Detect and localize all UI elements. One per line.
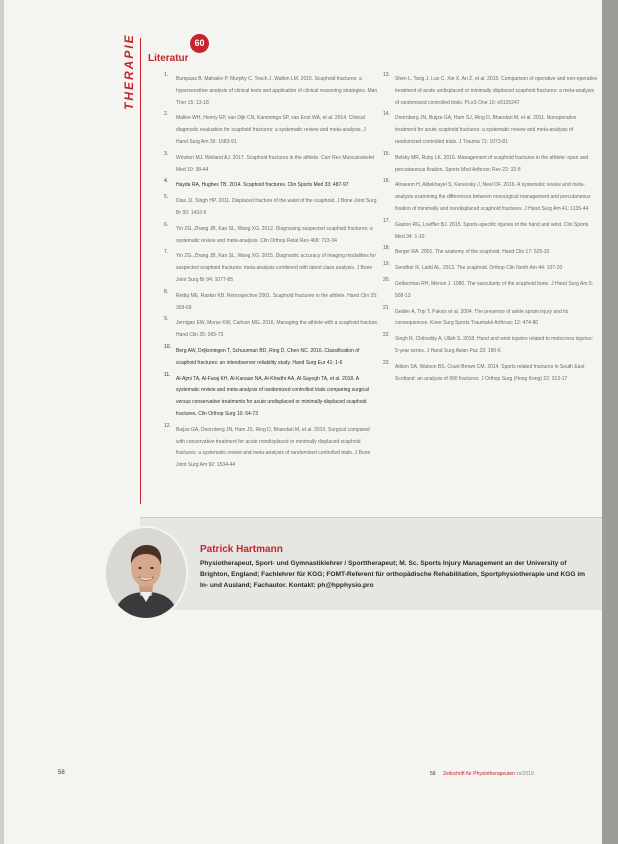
reference-number: 12. — [164, 422, 171, 429]
reference-item — [383, 305, 598, 329]
reference-number: 22. — [383, 332, 390, 339]
reference-text: Gelder A, Trip T, Pakvis et al. 2004. The presence of ankle sprain injury and its consequences. Knee Surg Sports Traumatol Arthrosc 12: 474-80 — [395, 308, 569, 327]
reference-number: 21. — [383, 304, 390, 311]
issue-label: xx/2019 — [516, 771, 534, 777]
reference-item — [164, 289, 379, 313]
reference-number: 9. — [164, 316, 169, 323]
reference-text: Al-Ajmi TA, Al-Faraj KH, Al-Kanaan NA, Al-Khadhr AA, Al-Sayegh TA, et al. 2018. A systematic review and meta-analysis of randomized controlled trials comparing surgical versus conservative treatments for acute undisplaced or minimally-displaced scaphoid fractures. Clin Orthop Surg 10: 64-73 — [176, 375, 369, 417]
reference-item — [164, 249, 379, 284]
reference-text: Doornberg JN, Buijze GA, Ham SJ, Ring D, Bhandari M, et al. 2011. Nonoperative treatment for acute scaphoid fractures: a systematic review and meta-analysis of randomized controlled trials. J Trauma 71: 1073-81 — [395, 115, 577, 145]
reference-number: 8. — [164, 288, 169, 295]
reference-number: 14. — [383, 111, 390, 118]
author-bio-text: Physiotherapeut, Sport- und Gymnastiklehrer / Sporttherapeut; M. Sc. Sports Injury Management an der University of Brighton, England; Fachlehrer für KGG; FOMT-Referent für orthopädische Rehabilitation, Sportphysiotherapie und KGG im In- und Ausland; Fachautor. — [200, 560, 586, 589]
reference-text: Berg AW, Drijkoningen T, Schuurman BD, Ring D, Chen NC. 2016. Classification of scaphoid fractures: an interobserver reliability study. Hand Surg Eur 41: 1-6 — [176, 347, 360, 366]
reference-number: 1. — [164, 72, 169, 78]
author-name: Patrick Hartmann — [200, 544, 283, 555]
reference-number: 19. — [383, 261, 390, 268]
reference-number: 11. — [164, 371, 171, 378]
contact-label: Kontakt: — [288, 582, 316, 589]
section-rule — [140, 38, 141, 504]
reference-item — [383, 218, 598, 242]
reference-item — [164, 222, 379, 246]
author-email[interactable]: ph@hpphysio.pro — [317, 582, 374, 589]
references-left-column — [164, 72, 379, 474]
reference-item — [383, 178, 598, 213]
reference-item — [164, 423, 379, 470]
reference-item — [164, 194, 379, 218]
reference-text: Yin ZG, Zhang JB, Kan SL, Wang XG. 2012. Diagnosing suspected scaphoid fractures: a systematic review and meta-analysis. Clin Orthop Relat Res 468: 723-34 — [176, 225, 373, 244]
reference-text: Hayda RA, Hughes TB. 2014. Scaphoid fractures. Clin Sports Med 33: 487-97 — [176, 182, 349, 189]
reference-item — [383, 245, 598, 257]
reference-item — [164, 316, 379, 340]
page-edge — [602, 0, 618, 844]
reference-item — [383, 332, 598, 356]
reference-number: 13. — [383, 72, 390, 78]
reference-item — [383, 360, 598, 384]
page-number-right: 59 — [430, 771, 436, 777]
reference-item — [164, 111, 379, 146]
reference-number: 23. — [383, 359, 390, 366]
reference-number: 7. — [164, 249, 169, 256]
reference-item — [164, 178, 379, 190]
reference-number: 17. — [383, 217, 390, 224]
reference-item — [383, 277, 598, 301]
page-number-left: 58 — [58, 770, 65, 776]
reference-text: Rettig ME, Raskin KB. Retrospective 2001. Scaphoid fractures in the athlete. Hand Clin 25: 359-69 — [176, 292, 378, 311]
reference-text: Bumpass B, Mahalev P, Murphy C, Tesch J, Walton LM. 2015. Scaphoid fractures: a hypersensitive analysis of clinical tests and application of clinical reasoning strategies. Man Ther 15: 13-18 — [176, 76, 378, 106]
reference-item — [164, 151, 379, 175]
reference-number: 20. — [383, 276, 390, 283]
author-photo — [106, 528, 186, 618]
reference-item — [383, 261, 598, 273]
reference-item — [383, 72, 598, 107]
person-portrait-icon — [106, 528, 186, 618]
reference-text: Gelberman RH, Menon J. 1980. The vascularity of the scaphoid bone. J Hand Surg Am 5: 508-13 — [395, 280, 594, 299]
reference-number: 4. — [164, 178, 169, 185]
section-title: THERAPIE — [122, 33, 136, 110]
author-bio — [200, 558, 592, 591]
reference-text: Dias JJ, Singh HP. 2011. Displaced fracture of the waist of the scaphoid. J Bone Joint Surg Br 93: 1433-9 — [176, 198, 377, 216]
reference-text: Winston MJ, Weiland AJ. 2017. Scaphoid fractures in the athlete. Curr Rev Musculoskelet Med 10: 38-44 — [176, 154, 375, 173]
reference-number: 3. — [164, 150, 169, 157]
references-right-column — [383, 72, 598, 387]
reference-number: 15. — [383, 150, 390, 157]
reference-item — [383, 151, 598, 175]
reference-number: 18. — [383, 245, 390, 252]
reference-text: Belsky MR, Ruby LK. 2016. Management of scaphoid fractures in the athlete: open and percutaneous fixation. Sports Med Arthrosc Rev 22: 32-8 — [395, 154, 589, 173]
reference-text: Berger RA. 2001. The anatomy of the scaphoid. Hand Clin 17: 525-32 — [395, 249, 550, 256]
reference-item — [164, 372, 379, 419]
reference-text: Yin ZG, Zhang JB, Kan SL, Wang XG. 2015. Diagnostic accuracy of imaging modalities for suspected scaphoid fractures: meta-analysis combined with latent class analysis. J Bone Joint Surg Br 94: 1077-85 — [176, 253, 377, 283]
section-badge: 60 — [190, 34, 209, 53]
reference-number: 5. — [164, 194, 169, 201]
reference-text: Singh R, Chitreddy A, Ullah S. 2018. Hand and wrist injuries related to motocross injuries: 5-year series. J Hand Surg Asian Pac 23: 190-6 — [395, 336, 593, 354]
reference-number: 16. — [383, 178, 390, 185]
reference-text: Alnaeem H, Aldekhayel S, Kanevsky J, Neel OF. 2016. A systematic review and meta-analysis examining the differences between nonsurgical management and percutaneous fixation of minimally and nondisplaced scaphoid fractures. J Hand Surg Am 41: 1135-44 — [395, 182, 591, 212]
journal-name: Zeitschrift für Physiotherapeuten — [442, 771, 515, 777]
reference-text: Shen L, Tang J, Luo C, Xie X, An Z, et al. 2015. Comparison of operative and non-operative treatment of acute undisplaced or minimally displaced scaphoid fractures: a meta-analysis of randomized controlled trials. PLoS One 10: e0125247 — [395, 76, 598, 106]
reference-item — [164, 344, 379, 368]
reference-text: Sendher R, Ladd AL. 2013. The scaphoid. Orthop Clin North Am 44: 107-20 — [395, 265, 563, 272]
reference-text: Mallee WH, Henny EP, van Dijk CN, Kamminga SP, van Enst WA, et al. 2014. Clinical diagnostic evaluation for scaphoid fractures: a systematic review and meta-analysis. J Hand Surg Am 39: 1683-91 — [176, 115, 366, 145]
literature-heading: Literatur — [148, 53, 189, 64]
reference-number: 10. — [164, 343, 171, 350]
reference-item — [164, 72, 379, 107]
footer-right — [430, 771, 534, 777]
reference-item — [383, 111, 598, 146]
reference-number: 2. — [164, 111, 169, 118]
reference-text: Gaston RG, Loeffler BJ. 2015. Sports-specific injuries of the hand and wrist. Clin Sports Med 34: 1-10 — [395, 221, 589, 240]
reference-number: 6. — [164, 221, 169, 228]
reference-text: Buijze GA, Doornberg JN, Ham JS, Ring D, Bhandari M, et al. 2010. Surgical compared with conservative treatment for acute nondisplaced or minimally displaced scaphoid fractures: a systematic review and meta-analysis of randomized controlled trials. J Bone Joint Surg Am 92: 1534-44 — [176, 426, 371, 469]
reference-text: Jernigan EW, Morse KW, Carlson MG. 2016. Managing the athlete with a scaphoid fracture. Hand Clin 35: 365-73 — [176, 320, 379, 339]
reference-text: Aitken SA, Watson BS, Court-Brown CM. 2014. Sports related fractures in South East Scotland: an analysis of 990 fractures. J Orthop Surg (Hong Kong) 22: 313-17 — [395, 363, 585, 382]
